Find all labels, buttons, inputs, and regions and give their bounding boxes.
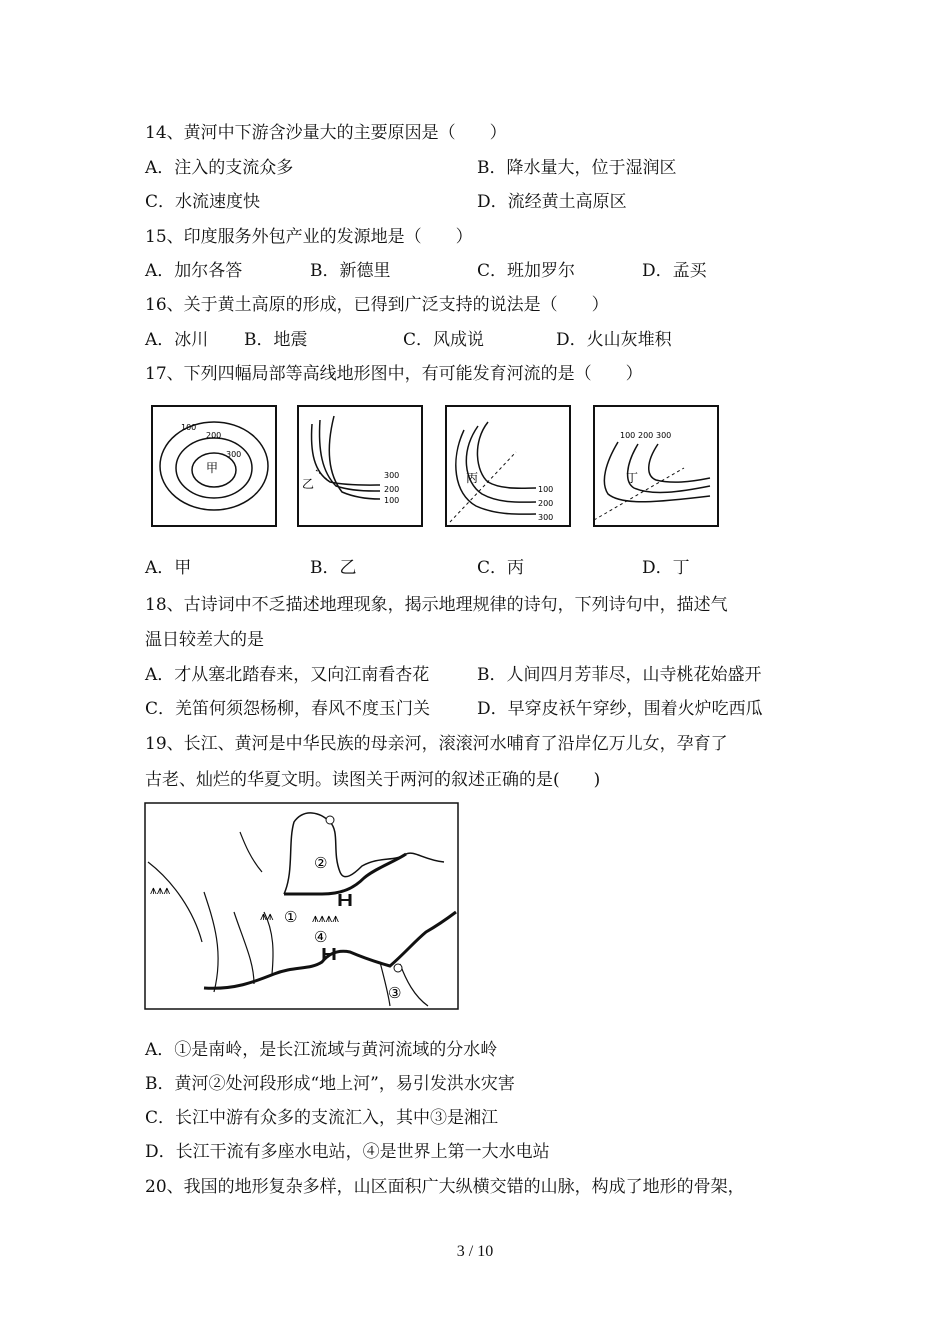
q14-option-c: C．水流速度快 [145, 192, 261, 212]
q19-stem-line2: 古老、灿烂的华夏文明。读图关于两河的叙述正确的是( ) [145, 770, 601, 790]
q18-option-c: C．羌笛何须怨杨柳，春风不度玉门关 [145, 699, 431, 719]
q16-stem: 16、关于黄土高原的形成，已得到广泛支持的说法是（ ） [145, 295, 609, 315]
q16-option-b: B．地震 [244, 330, 308, 350]
map-mark-1: ① [284, 908, 298, 926]
q17-option-b: B．乙 [310, 558, 357, 578]
q18-option-d: D．早穿皮袄午穿纱，围着火炉吃西瓜 [477, 699, 763, 719]
svg-text:100: 100 [620, 431, 636, 440]
contour-maps-figure [148, 402, 723, 536]
q15-option-b: B．新德里 [310, 261, 391, 281]
mountain-icon: ⩚⩚⩚ [150, 883, 171, 897]
q18-stem-line2: 温日较差大的是 [145, 630, 264, 650]
map-mark-4: ④ [314, 928, 328, 946]
q16-option-c: C．风成说 [403, 330, 485, 350]
panel-label-yi: 乙 [302, 477, 315, 491]
q15-option-a: A．加尔各答 [145, 261, 243, 281]
q19-option-b: B．黄河②处河段形成“地上河”，易引发洪水灾害 [145, 1074, 515, 1094]
contour-label-100: 100 [181, 423, 197, 432]
q19-option-a: A．①是南岭，是长江流域与黄河流域的分水岭 [145, 1040, 498, 1060]
svg-text:100: 100 [384, 496, 400, 505]
svg-text:200: 200 [538, 499, 554, 508]
svg-text:200: 200 [638, 431, 654, 440]
q14-option-b: B．降水量大，位于湿润区 [477, 158, 677, 178]
contour-label-300: 300 [226, 450, 242, 459]
svg-text:300: 300 [384, 471, 400, 480]
panel-label-ding: 丁 [626, 471, 639, 485]
q16-option-d: D．火山灰堆积 [556, 330, 672, 350]
q15-stem: 15、印度服务外包产业的发源地是（ ） [145, 227, 473, 247]
q17-option-a: A．甲 [145, 558, 192, 578]
mountain-icon: ⩚⩚⩚⩚ [312, 911, 340, 925]
q17-option-d: D．丁 [642, 558, 690, 578]
q14-option-d: D．流经黄土高原区 [477, 192, 627, 212]
rivers-map-figure [144, 802, 460, 1016]
svg-text:300: 300 [538, 513, 554, 522]
svg-text:300: 300 [656, 431, 672, 440]
q15-option-c: C．班加罗尔 [477, 261, 576, 281]
q14-stem: 14、黄河中下游含沙量大的主要原因是（ ） [145, 123, 507, 143]
q16-option-a: A．冰川 [145, 330, 209, 350]
svg-text:200: 200 [384, 485, 400, 494]
q20-stem: 20、我国的地形复杂多样，山区面积广大纵横交错的山脉，构成了地形的骨架， [145, 1177, 745, 1197]
mountain-icon: ⩚⩚ [260, 909, 274, 923]
q18-stem-line1: 18、古诗词中不乏描述地理现象，揭示地理规律的诗句，下列诗句中，描述气 [145, 595, 728, 615]
contour-label-200: 200 [206, 431, 222, 440]
q14-option-a: A．注入的支流众多 [145, 158, 294, 178]
panel-label-bing: 丙 [466, 471, 479, 485]
page-number: 3 / 10 [456, 1243, 494, 1260]
q19-option-c: C．长江中游有众多的支流汇入，其中③是湘江 [145, 1108, 499, 1128]
q19-stem-line1: 19、长江、黄河是中华民族的母亲河，滚滚河水哺育了沿岸亿万儿女，孕育了 [145, 734, 728, 754]
map-mark-3: ③ [388, 984, 402, 1002]
q18-option-b: B．人间四月芳菲尽，山寺桃花始盛开 [477, 665, 762, 685]
q15-option-d: D．孟买 [642, 261, 707, 281]
q17-option-c: C．丙 [477, 558, 525, 578]
q19-option-d: D．长江干流有多座水电站，④是世界上第一大水电站 [145, 1142, 550, 1162]
map-mark-2: ② [314, 854, 328, 872]
contour-panel-jia [152, 406, 276, 526]
q17-stem: 17、下列四幅局部等高线地形图中，有可能发育河流的是（ ） [145, 364, 643, 384]
svg-text:100: 100 [538, 485, 554, 494]
contour-panel-bing [446, 406, 570, 526]
q18-option-a: A．才从塞北踏春来，又向江南看杏花 [145, 665, 430, 685]
contour-panel-ding [594, 406, 718, 526]
panel-label-jia: 甲 [206, 461, 219, 475]
contour-panel-yi [298, 406, 422, 526]
